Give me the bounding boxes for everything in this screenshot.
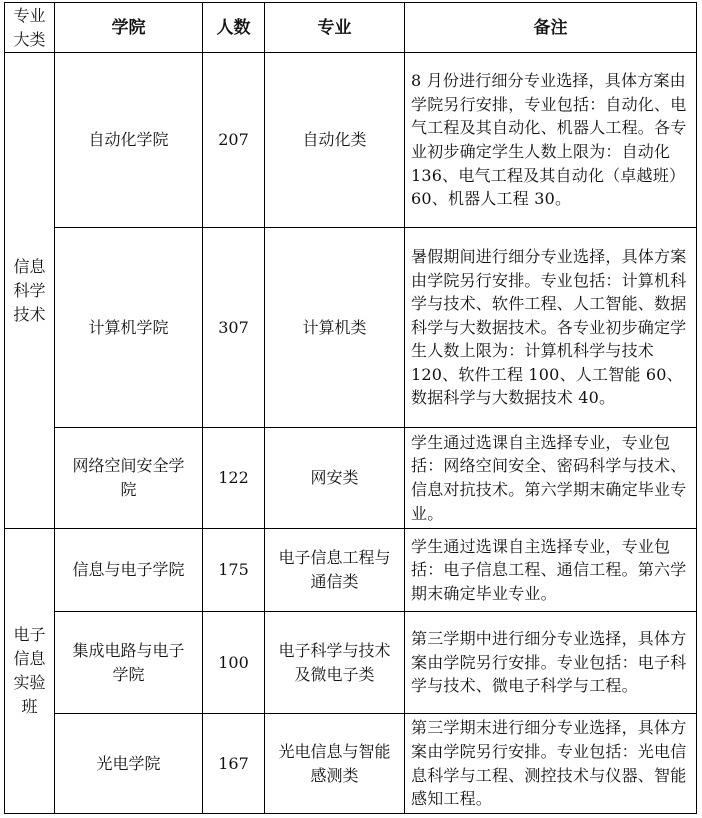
college-cell: 自动化学院 [55,53,203,228]
college-cell: 信息与电子学院 [55,529,203,612]
category-name: 电子信息实验班 [13,625,46,716]
category-cell [5,529,55,814]
major-cell: 计算机类 [265,228,405,428]
note-cell: 第三学期中进行细分专业选择，具体方案由学院另行安排。专业包括：电子科学与技术、微电子科学与工程。 [405,612,697,714]
table-row [5,529,697,612]
header-college: 学院 [55,3,203,53]
major-table [4,2,697,814]
note-cell: 学生通过选课自主选择专业，专业包括：电子信息工程、通信工程。第六学期末确定毕业专业。 [405,529,697,612]
college-cell: 光电学院 [55,714,203,814]
table-row [5,228,697,428]
header-count: 人数 [203,3,265,53]
note-cell: 8 月份进行细分专业选择，具体方案由学院另行安排，专业包括：自动化、电气工程及其自动化、机器人工程。各专业初步确定学生人数上限为：自动化 136、电气工程及其自动化（卓越班）60、机器人工程 30。 [405,53,697,228]
header-major: 专业 [265,3,405,53]
major-cell: 电子科学与技术及微电子类 [265,612,405,714]
major-cell: 电子信息工程与通信类 [265,529,405,612]
college-cell: 集成电路与电子学院 [55,612,203,714]
category-name: 信息科学技术 [13,256,46,324]
major-cell: 网安类 [265,428,405,529]
note-cell: 第三学期末进行细分专业选择，具体方案由学院另行安排。专业包括：光电信息科学与工程、测控技术与仪器、智能感知工程。 [405,714,697,814]
count-cell: 207 [203,53,265,228]
table-row [5,612,697,714]
note-cell: 学生通过选课自主选择专业，专业包括：网络空间安全、密码科学与技术、信息对抗技术。第六学期末确定毕业专业。 [405,428,697,529]
count-cell: 167 [203,714,265,814]
major-cell: 光电信息与智能感测类 [265,714,405,814]
major-cell: 自动化类 [265,53,405,228]
table-row [5,714,697,814]
header-row [5,3,697,53]
category-cell [5,53,55,529]
count-cell: 100 [203,612,265,714]
table-row [5,53,697,228]
college-cell: 网络空间安全学院 [55,428,203,529]
note-cell: 暑假期间进行细分专业选择，具体方案由学院另行安排。专业包括：计算机科学与技术、软件工程、人工智能、数据科学与大数据技术。各专业初步确定学生人数上限为：计算机科学与技术 120、软件工程 100、人工智能 60、数据科学与大数据技术 40。 [405,228,697,428]
count-cell: 175 [203,529,265,612]
count-cell: 122 [203,428,265,529]
count-cell: 307 [203,228,265,428]
header-category: 专业大类 [5,3,55,53]
header-note: 备注 [405,3,697,53]
college-cell: 计算机学院 [55,228,203,428]
table-row [5,428,697,529]
